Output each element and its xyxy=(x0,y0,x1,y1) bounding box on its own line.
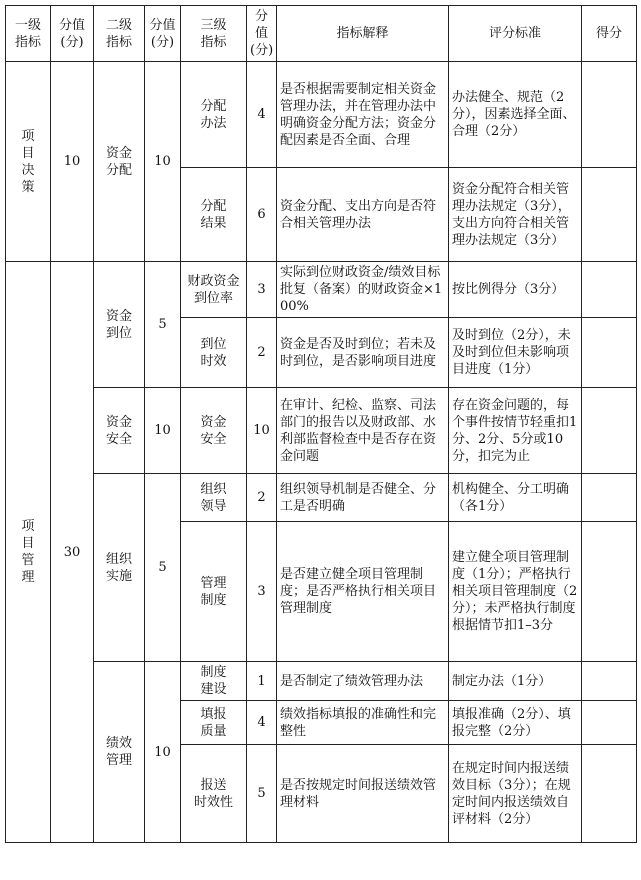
level3-indicator: 资金 安全 xyxy=(181,388,247,474)
indicator-explanation: 在审计、纪检、监察、司法部门的报告以及财政部、水利部监督检查中是否存在资金问题 xyxy=(277,388,449,474)
score-obtained xyxy=(582,262,637,318)
score-obtained xyxy=(582,168,637,262)
level3-score: 4 xyxy=(247,62,277,168)
level2-indicator: 绩效 管理 xyxy=(94,662,145,843)
evaluation-table xyxy=(5,5,637,843)
table-row xyxy=(6,62,637,168)
scoring-standard: 资金分配符合相关管理办法规定（3分），支出方向符合相关管理办法规定（3分） xyxy=(449,168,582,262)
level3-score: 6 xyxy=(247,168,277,262)
level1-score: 10 xyxy=(51,62,94,262)
level3-score: 3 xyxy=(247,262,277,318)
level3-score: 5 xyxy=(247,745,277,843)
score-obtained xyxy=(582,745,637,843)
level2-score: 5 xyxy=(145,474,181,662)
indicator-explanation: 实际到位财政资金/绩效目标批复（备案）的财政资金×100% xyxy=(277,262,449,318)
page xyxy=(5,5,637,843)
header-score2: 分值 (分) xyxy=(145,6,181,62)
level3-indicator: 到位 时效 xyxy=(181,318,247,388)
level2-indicator: 资金 到位 xyxy=(94,262,145,388)
level1-score: 30 xyxy=(51,262,94,843)
table-body xyxy=(6,62,637,843)
level3-indicator: 报送 时效性 xyxy=(181,745,247,843)
header-level1: 一级 指标 xyxy=(6,6,51,62)
indicator-explanation: 资金是否及时到位；若未及时到位，是否影响项目进度 xyxy=(277,318,449,388)
level3-indicator: 分配 结果 xyxy=(181,168,247,262)
table-header xyxy=(6,6,637,62)
header-score1: 分值 (分) xyxy=(51,6,94,62)
level2-score: 10 xyxy=(145,662,181,843)
header-level3: 三级 指标 xyxy=(181,6,247,62)
table-row xyxy=(6,474,637,522)
level3-indicator: 填报 质量 xyxy=(181,701,247,745)
table-row xyxy=(6,388,637,474)
level2-indicator: 组织 实施 xyxy=(94,474,145,662)
level3-indicator: 管理 制度 xyxy=(181,522,247,662)
header-got: 得分 xyxy=(582,6,637,62)
level3-score: 1 xyxy=(247,662,277,701)
table-row xyxy=(6,262,637,318)
scoring-standard: 制定办法（1分） xyxy=(449,662,582,701)
score-obtained xyxy=(582,701,637,745)
indicator-explanation: 是否制定了绩效管理办法 xyxy=(277,662,449,701)
indicator-explanation: 绩效指标填报的准确性和完整性 xyxy=(277,701,449,745)
table-row xyxy=(6,662,637,701)
score-obtained xyxy=(582,522,637,662)
score-obtained xyxy=(582,318,637,388)
header-score3: 分值 (分) xyxy=(247,6,277,62)
level3-score: 2 xyxy=(247,474,277,522)
level3-score: 3 xyxy=(247,522,277,662)
level1-indicator: 项 目 决 策 xyxy=(6,62,51,262)
scoring-standard: 按比例得分（3分） xyxy=(449,262,582,318)
level2-indicator: 资金 安全 xyxy=(94,388,145,474)
scoring-standard: 填报准确（2分）、填报完整（2分） xyxy=(449,701,582,745)
scoring-standard: 在规定时间内报送绩效目标（3分）；在规定时间内报送绩效自评材料（2分） xyxy=(449,745,582,843)
level3-score: 4 xyxy=(247,701,277,745)
header-level2: 二级 指标 xyxy=(94,6,145,62)
scoring-standard: 存在资金问题的，每个事件按情节轻重扣1分、2分、5分或10分，扣完为止 xyxy=(449,388,582,474)
score-obtained xyxy=(582,474,637,522)
scoring-standard: 及时到位（2分），未及时到位但未影响项目进度（1分） xyxy=(449,318,582,388)
indicator-explanation: 是否按规定时间报送绩效管理材料 xyxy=(277,745,449,843)
level3-indicator: 财政资金 到位率 xyxy=(181,262,247,318)
level2-score: 10 xyxy=(145,62,181,262)
score-obtained xyxy=(582,662,637,701)
level2-indicator: 资金 分配 xyxy=(94,62,145,262)
header-standard: 评分标准 xyxy=(449,6,582,62)
level2-score: 5 xyxy=(145,262,181,388)
level3-score: 10 xyxy=(247,388,277,474)
level3-score: 2 xyxy=(247,318,277,388)
level2-score: 10 xyxy=(145,388,181,474)
scoring-standard: 办法健全、规范（2分），因素选择全面、合理（2分） xyxy=(449,62,582,168)
score-obtained xyxy=(582,388,637,474)
level3-indicator: 分配 办法 xyxy=(181,62,247,168)
indicator-explanation: 资金分配、支出方向是否符合相关管理办法 xyxy=(277,168,449,262)
indicator-explanation: 组织领导机制是否健全、分工是否明确 xyxy=(277,474,449,522)
level1-indicator: 项 目 管 理 xyxy=(6,262,51,843)
header-explanation: 指标解释 xyxy=(277,6,449,62)
scoring-standard: 机构健全、分工明确（各1分） xyxy=(449,474,582,522)
indicator-explanation: 是否建立健全项目管理制度；是否严格执行相关项目管理制度 xyxy=(277,522,449,662)
level3-indicator: 组织 领导 xyxy=(181,474,247,522)
header-row xyxy=(6,6,637,62)
level3-indicator: 制度 建设 xyxy=(181,662,247,701)
scoring-standard: 建立健全项目管理制度（1分）；严格执行相关项目管理制度（2分）；未严格执行制度根据情节扣1–3分 xyxy=(449,522,582,662)
indicator-explanation: 是否根据需要制定相关资金管理办法，并在管理办法中明确资金分配方法；资金分配因素是否全面、合理 xyxy=(277,62,449,168)
score-obtained xyxy=(582,62,637,168)
